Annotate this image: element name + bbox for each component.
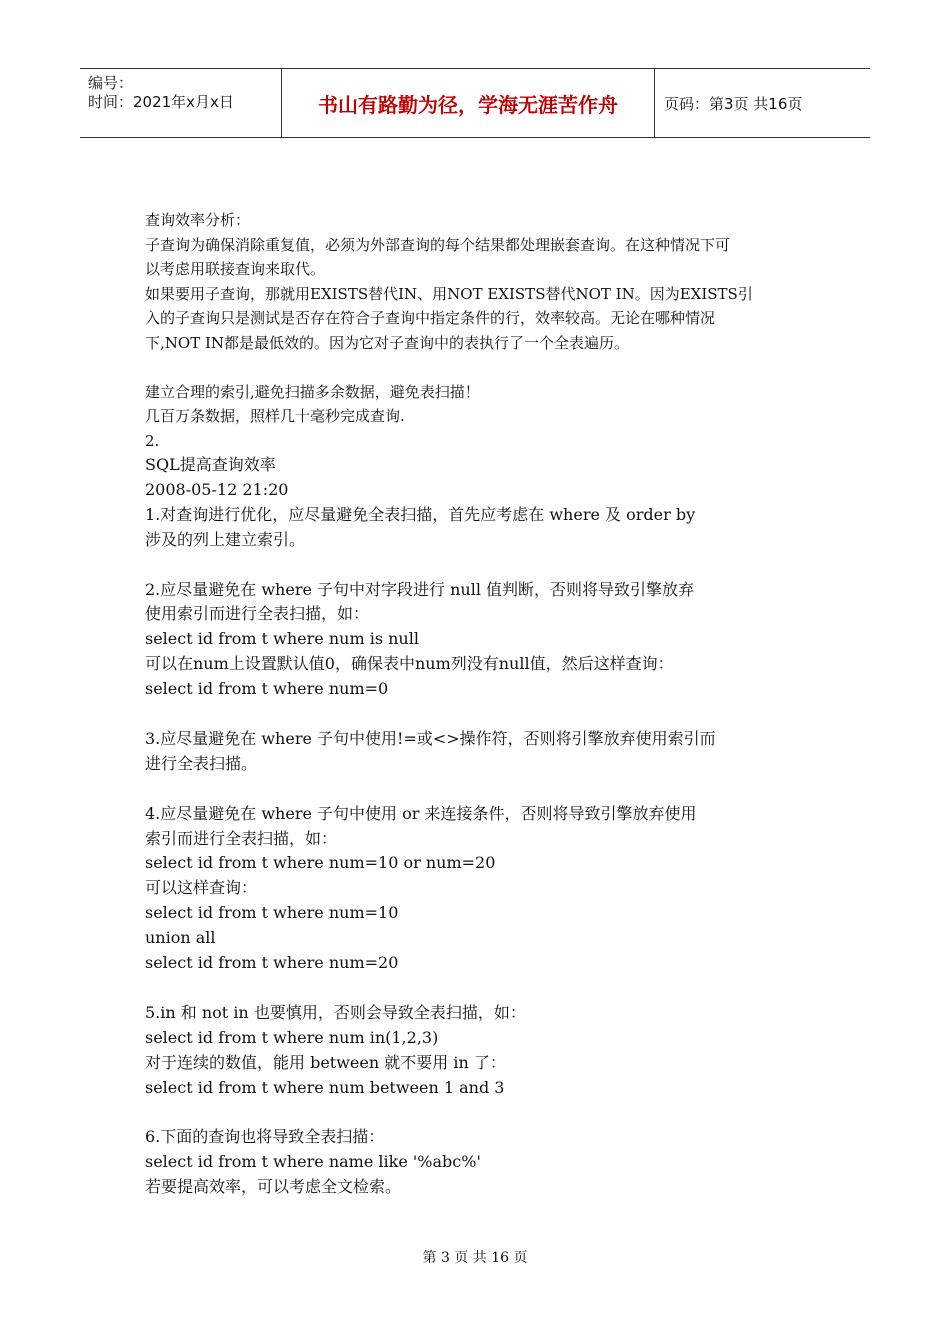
header-motto-cell xyxy=(281,69,655,137)
code-line: select id from t where num=0 xyxy=(145,679,389,699)
code-line: select id from t where num=10 or num=20 xyxy=(145,853,496,873)
tip-text: 进行全表扫描。 xyxy=(145,753,258,773)
code-line: select id from t where num between 1 and 3 xyxy=(145,1077,505,1097)
tip-text: 可以在num上设置默认值0，确保表中num列没有null值，然后这样查询： xyxy=(145,654,674,674)
article-title: SQL提高查询效率 xyxy=(145,455,276,474)
intro-line: 查询效率分析： xyxy=(145,211,251,229)
tip-text: 使用索引而进行全表扫描，如： xyxy=(145,604,370,624)
code-line: select id from t where num in(1,2,3) xyxy=(145,1027,439,1047)
tip-text: 2.应尽量避免在 where 子句中对字段进行 null 值判断，否则将导致引擎放弃 xyxy=(145,579,695,599)
code-line: union all xyxy=(145,928,216,948)
intro-line: 建立合理的索引,避免扫描多余数据，避免表扫描！ xyxy=(145,382,480,401)
tip-text: 3.应尽量避免在 where 子句中使用!=或<>操作符，否则将引擎放弃使用索引而 xyxy=(145,728,716,748)
code-line: select id from t where name like '%abc%' xyxy=(145,1152,481,1172)
code-line: select id from t where num=20 xyxy=(145,953,399,973)
tip-text: 对于连续的数值，能用 between 就不要用 in 了： xyxy=(145,1052,506,1072)
header-page-info-cell xyxy=(654,69,870,137)
tip-text: 5.in 和 not in 也要慎用，否则会导致全表扫描，如： xyxy=(145,1002,526,1022)
section-number: 2. xyxy=(145,431,160,450)
header-page-info: 页码：第3页 共16页 xyxy=(664,94,803,113)
intro-line: 如果要用子查询，那就用EXISTS替代IN、用NOT EXISTS替代NOT IN。因为EXISTS引 xyxy=(145,284,753,303)
document-header xyxy=(80,68,870,138)
code-line: select id from t where num=10 xyxy=(145,903,399,923)
header-motto: 书山有路勤为径，学海无涯苦作舟 xyxy=(318,92,618,117)
tip-text: 若要提高效率，可以考虑全文检索。 xyxy=(145,1177,402,1197)
document-date: 时间：2021年x月x日 xyxy=(88,93,234,111)
intro-line: 以考虑用联接查询来取代。 xyxy=(145,260,326,278)
document-body xyxy=(145,208,815,1200)
tip-text: 1.对查询进行优化，应尽量避免全表扫描，首先应考虑在 where 及 order by xyxy=(145,504,696,524)
document-number-label: 编号： xyxy=(88,74,134,92)
tip-text: 6.下面的查询也将导致全表扫描： xyxy=(145,1127,385,1147)
header-left-cell xyxy=(80,69,280,137)
intro-line: 入的子查询只是测试是否存在符合子查询中指定条件的行，效率较高。无论在哪种情况 xyxy=(145,309,716,327)
intro-line: 子查询为确保消除重复值，必须为外部查询的每个结果都处理嵌套查询。在这种情况下可 xyxy=(145,235,731,254)
intro-line: 下,NOT IN都是最低效的。因为它对子查询中的表执行了一个全表遍历。 xyxy=(145,333,630,352)
page-footer: 第 3 页 共 16 页 xyxy=(422,1250,528,1266)
tip-text: 4.应尽量避免在 where 子句中使用 or 来连接条件，否则将导致引擎放弃使用 xyxy=(145,803,697,823)
tip-text: 可以这样查询： xyxy=(145,878,258,898)
tip-text: 涉及的列上建立索引。 xyxy=(145,529,306,549)
tip-text: 索引而进行全表扫描，如： xyxy=(145,828,338,848)
code-line: select id from t where num is null xyxy=(145,629,419,649)
article-date: 2008-05-12 21:20 xyxy=(145,479,289,499)
intro-line: 几百万条数据，照样几十毫秒完成查询. xyxy=(145,407,405,425)
